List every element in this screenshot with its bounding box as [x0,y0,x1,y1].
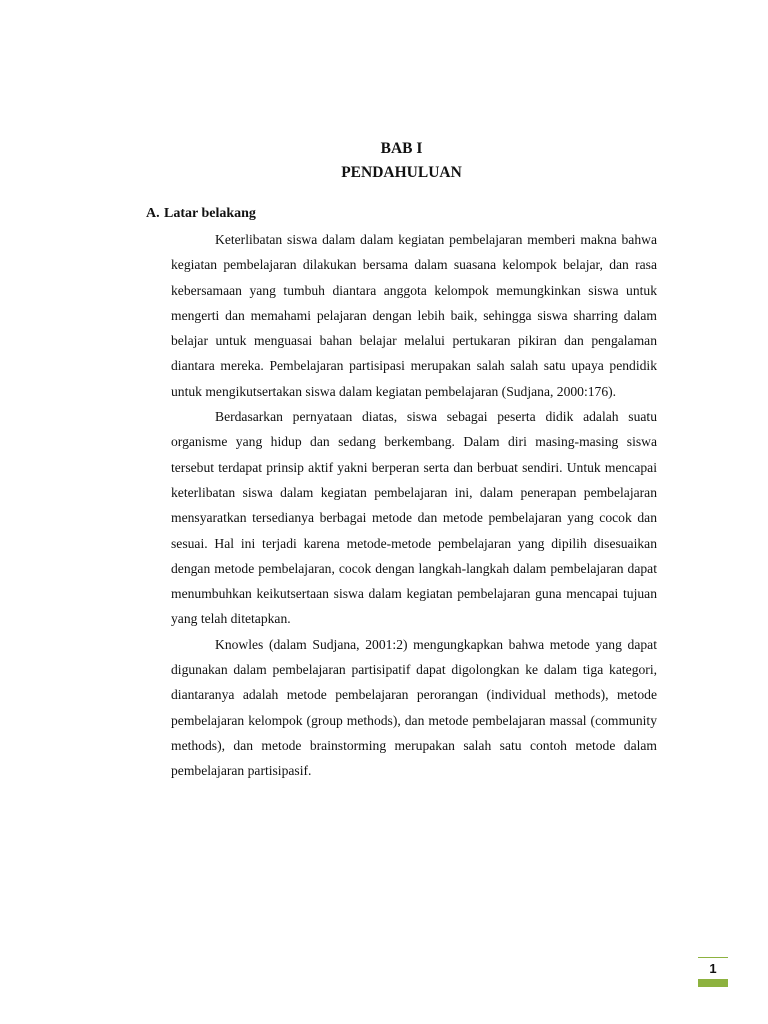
body-text [171,227,657,784]
chapter-title: PENDAHULUAN [341,164,462,181]
page-number-top-rule [698,957,728,958]
page-number: 1 [709,961,717,976]
page-number-block [698,957,728,987]
section-letter: A. [146,206,160,221]
paragraph-2: Berdasarkan pernyataan diatas, siswa sebagai peserta didik adalah suatu organisme yang hidup dan sedang berkembang. Dalam diri masing-masing siswa tersebut terdapat prinsip aktif yakni berperan serta dan berbuat sendiri. Untuk mencapai keterlibatan siswa dalam kegiatan pembelajaran ini, dalam penerapan pembelajaran mensyaratkan tersedianya berbagai metode dan metode pembelajaran yang cocok dan sesuai. Hal ini terjadi karena metode-metode pembelajaran yang dipilih disesuaikan dengan metode pembelajaran, cocok dengan langkah-langkah dalam pembelajaran dapat menumbuhkan keikutsertaan siswa dalam kegiatan pembelajaran guna mencapai tujuan yang telah ditetapkan. [171,409,657,627]
paragraph-1: Keterlibatan siswa dalam dalam kegiatan pembelajaran memberi makna bahwa kegiatan pembelajaran dilakukan bersama dalam suasana kelompok belajar, dan rasa kebersamaan yang tumbuh diantara anggota kelompok memungkinkan siswa untuk mengerti dan memahami pelajaran dengan lebih baik, sehingga siswa sharring dalam belajar untuk menguasai bahan belajar melalui pertukaran pikiran dan pengalaman diantara mereka. Pembelajaran partisipasi merupakan salah salah satu upaya pendidik untuk mengikutsertakan siswa dalam kegiatan pembelajaran (Sudjana, 2000:176). [171,232,657,399]
section-heading [146,204,256,224]
chapter-number: BAB I [380,140,423,157]
section-title: Latar belakang [164,206,256,221]
paragraph-3: Knowles (dalam Sudjana, 2001:2) mengungkapkan bahwa metode yang dapat digunakan dalam pembelajaran partisipatif dapat digolongkan ke dalam tiga kategori, diantaranya adalah metode pembelajaran perorangan (individual methods), metode pembelajaran kelompok (group methods), dan metode pembelajaran massal (community methods), dan metode brainstorming merupakan salah satu contoh metode dalam pembelajaran partisipasif. [171,636,657,779]
page-number-accent-bar [698,979,728,987]
